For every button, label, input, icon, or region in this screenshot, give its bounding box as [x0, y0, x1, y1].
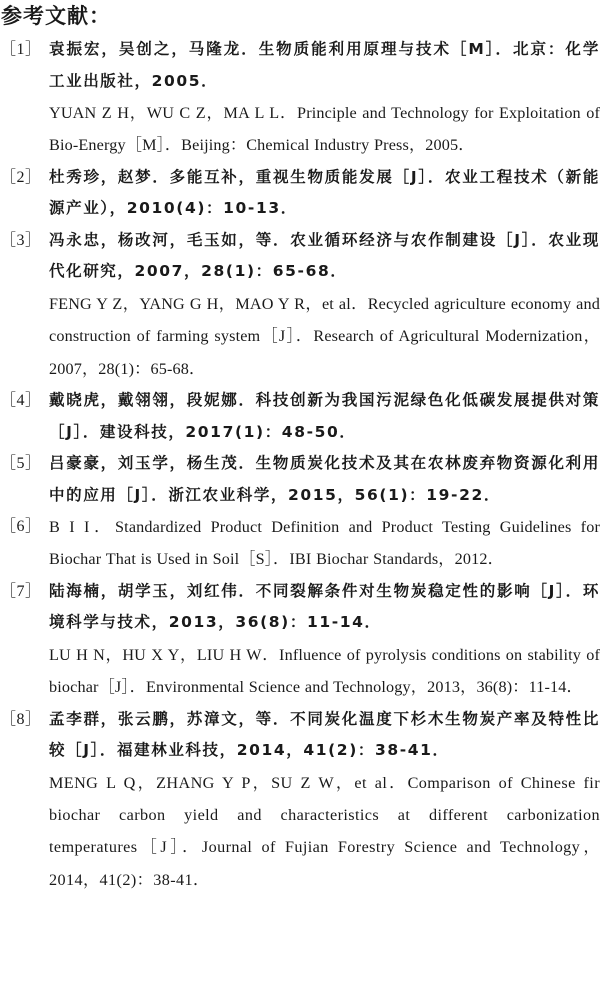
reference-number: ［7］ [0, 582, 42, 600]
reference-item-1 [0, 34, 600, 162]
reference-english-text: FENG Y Z，YANG G H，MAO Y R，et al．Recycled agriculture economy and construction of farming system［J］．Research of Agricultural Modernization，2007，28(1)：65-68． [49, 294, 600, 378]
reference-number: ［8］ [0, 710, 42, 728]
reference-number: ［1］ [0, 41, 42, 58]
reference-item-2 [0, 162, 600, 225]
reference-number: ［6］ [0, 518, 42, 536]
reference-number: ［2］ [0, 168, 42, 186]
reference-number: ［3］ [0, 231, 42, 249]
reference-chinese-text: 戴晓虎，戴翎翎，段妮娜．科技创新为我国污泥绿色化低碳发展提供对策［J］．建设科技，2017(1)：48-50． [49, 391, 600, 441]
reference-number: ［5］ [0, 455, 42, 473]
reference-chinese-text: 孟李群，张云鹏，苏漳文，等．不同炭化温度下杉木生物炭产率及特性比较［J］．福建林业科技，2014，41(2)：38-41． [49, 709, 600, 760]
reference-list [0, 34, 600, 896]
reference-item-4 [0, 385, 600, 448]
reference-chinese-text: 袁振宏，吴创之，马隆龙．生物质能利用原理与技术［M］．北京：化学工业出版社，2005． [49, 40, 600, 90]
reference-item-5 [0, 448, 600, 511]
reference-english-text: B I I．Standardized Product Definition and Product Testing Guidelines for Biochar That is Used in Soil［S］．IBI Biochar Standards，2012． [49, 518, 600, 569]
reference-chinese-text: 陆海楠，胡学玉，刘红伟．不同裂解条件对生物炭稳定性的影响［J］．环境科学与技术，2013，36(8)：11-14． [49, 581, 600, 632]
reference-english-text: YUAN Z H，WU C Z，MA L L．Principle and Technology for Exploitation of Bio-Energy［M］．Beijing：Chemical Industry Press，2005． [49, 104, 600, 155]
reference-english-text: LU H N，HU X Y，LIU H W．Influence of pyrolysis conditions on stability of biochar［J］．Environmental Science and Technology，2013，36(8)：11-14． [49, 645, 600, 697]
reference-chinese-text: 吕豪豪，刘玉学，杨生茂．生物质炭化技术及其在农林废弃物资源化利用中的应用［J］．浙江农业科学，2015，56(1)：19-22． [49, 454, 600, 504]
reference-number: ［4］ [0, 392, 42, 410]
reference-item-7 [0, 576, 600, 704]
reference-chinese-text: 冯永忠，杨改河，毛玉如，等．农业循环经济与农作制建设［J］．农业现代化研究，2007，28(1)：65-68． [49, 230, 600, 281]
reference-chinese-text: 杜秀珍，赵梦．多能互补，重视生物质能发展［J］．农业工程技术（新能源产业），2010(4)：10-13． [49, 167, 600, 218]
reference-item-6 [0, 511, 600, 576]
reference-english-text: MENG L Q，ZHANG Y P，SU Z W，et al．Comparison of Chinese fir biochar carbon yield and characteristics at different carbonization temperatures［J］．Journal of Fujian Forestry Science and Technology，2014，41(2)：38-41． [49, 773, 600, 889]
references-heading: 参考文献： [1, 4, 111, 28]
reference-item-8 [0, 704, 600, 897]
reference-item-3 [0, 225, 600, 385]
